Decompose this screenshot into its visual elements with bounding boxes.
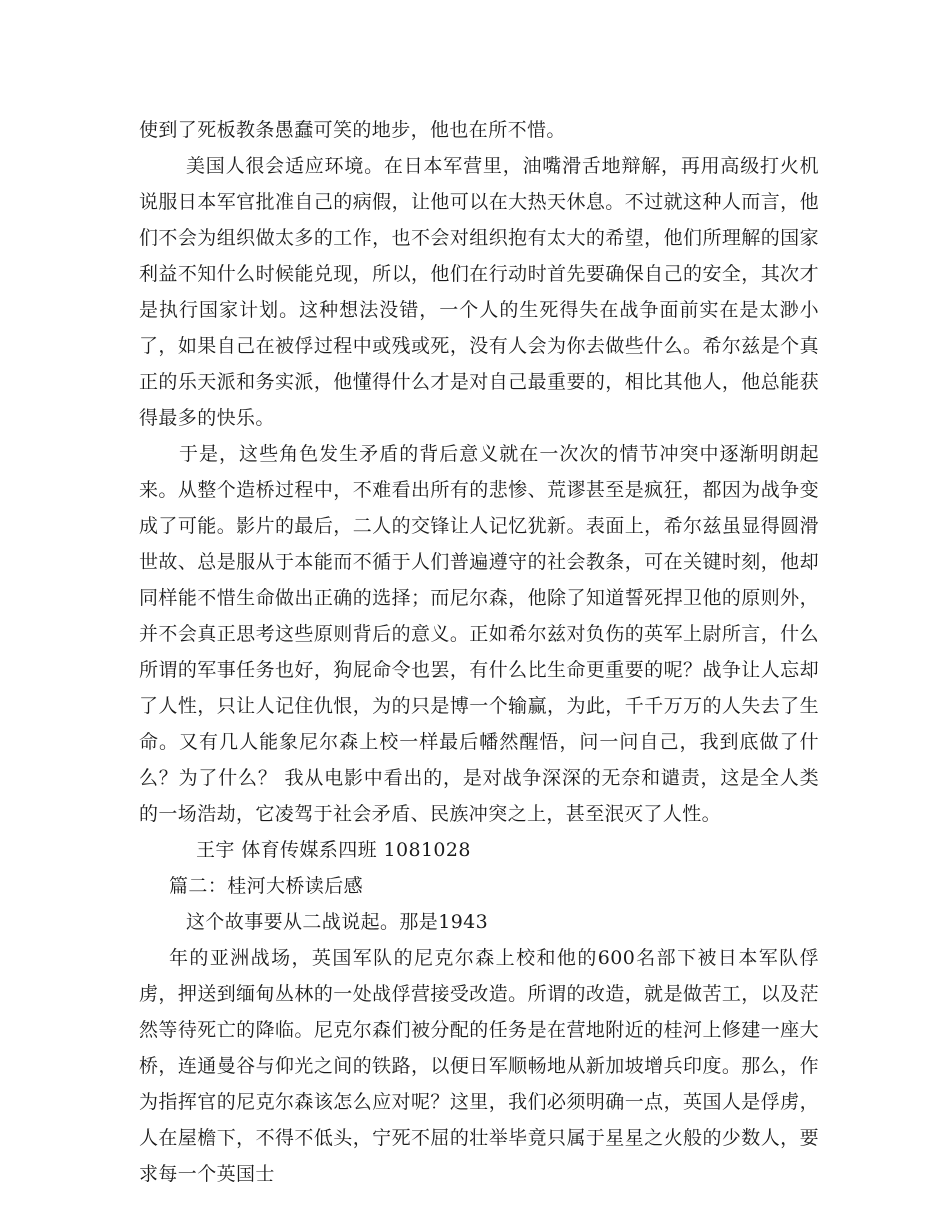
paragraph-story-body: 年的亚洲战场，英国军队的尼克尔森上校和他的600名部下被日本军队俘虏，押送到缅甸丛林的一处战俘营接受改造。所谓的改造，就是做苦工，以及茫然等待死亡的降临。尼克尔森们被分配的任务是在营地附近的桂河上修建一座大桥，连通曼谷与仰光之间的铁路，以便日军顺畅地从新加坡增兵印度。那么，作为指挥官的尼克尔森该怎么应对呢？这里，我们必须明确一点，英国人是俘虏，人在屋檐下，不得不低头，宁死不屈的壮举毕竟只属于星星之火般的少数人，要求每一个英国士 — [139, 947, 819, 1185]
paragraph-american: 美国人很会适应环境。在日本军营里，油嘴滑舌地辩解，再用高级打火机说服日本军官批准自己的病假，让他可以在大热天休息。不过就这种人而言，他们不会为组织做太多的工作，也不会对组织抱有太大的希望，他们所理解的国家利益不知什么时候能兑现，所以，他们在行动时首先要确保自己的安全，其次才是执行国家计划。这种想法没错，一个人的生死得失在战争面前实在是太渺小了，如果自己在被俘过程中或残或死，没有人会为你去做些什么。希尔兹是个真正的乐天派和务实派，他懂得什么才是对自己最重要的，相比其他人，他总能获得最多的快乐。 — [139, 155, 819, 429]
paragraph-conflict-meaning: 于是，这些角色发生矛盾的背后意义就在一次次的情节冲突中逐渐明朗起来。从整个造桥过程中，不难看出所有的悲惨、荒谬甚至是疯狂，都因为战争变成了可能。影片的最后，二人的交锋让人记忆犹新。表面上，希尔兹虽显得圆滑世故、总是服从于本能而不循于人们普遍遵守的社会教条，可在关键时刻，他却同样能不惜生命做出正确的选择；而尼尔森，他除了知道誓死捍卫他的原则外，并不会真正思考这些原则背后的意义。正如希尔兹对负伤的英军上尉所言，什么所谓的军事任务也好，狗屁命令也罢，有什么比生命更重要的呢？战争让人忘却了人性，只让人记住仇恨，为的只是博一个输赢，为此，千千万万的人失去了生命。又有几人能象尼尔森上校一样最后幡然醒悟，问一问自己，我到底做了什么？为了什么？ 我从电影中看出的，是对战争深深的无奈和谴责，这是全人类的一场浩劫，它凌驾于社会矛盾、民族冲突之上，甚至泯灭了人性。 — [139, 443, 819, 825]
author-line: 王宇 体育传媒系四班 1081028 — [196, 839, 471, 861]
paragraph-continuation: 使到了死板教条愚蠢可笑的地步，他也在所不惜。 — [139, 119, 566, 141]
section-heading: 篇二：桂河大桥读后感 — [169, 875, 364, 897]
document-body — [139, 112, 819, 1192]
paragraph-story-start: 这个故事要从二战说起。那是1943 — [186, 911, 489, 933]
